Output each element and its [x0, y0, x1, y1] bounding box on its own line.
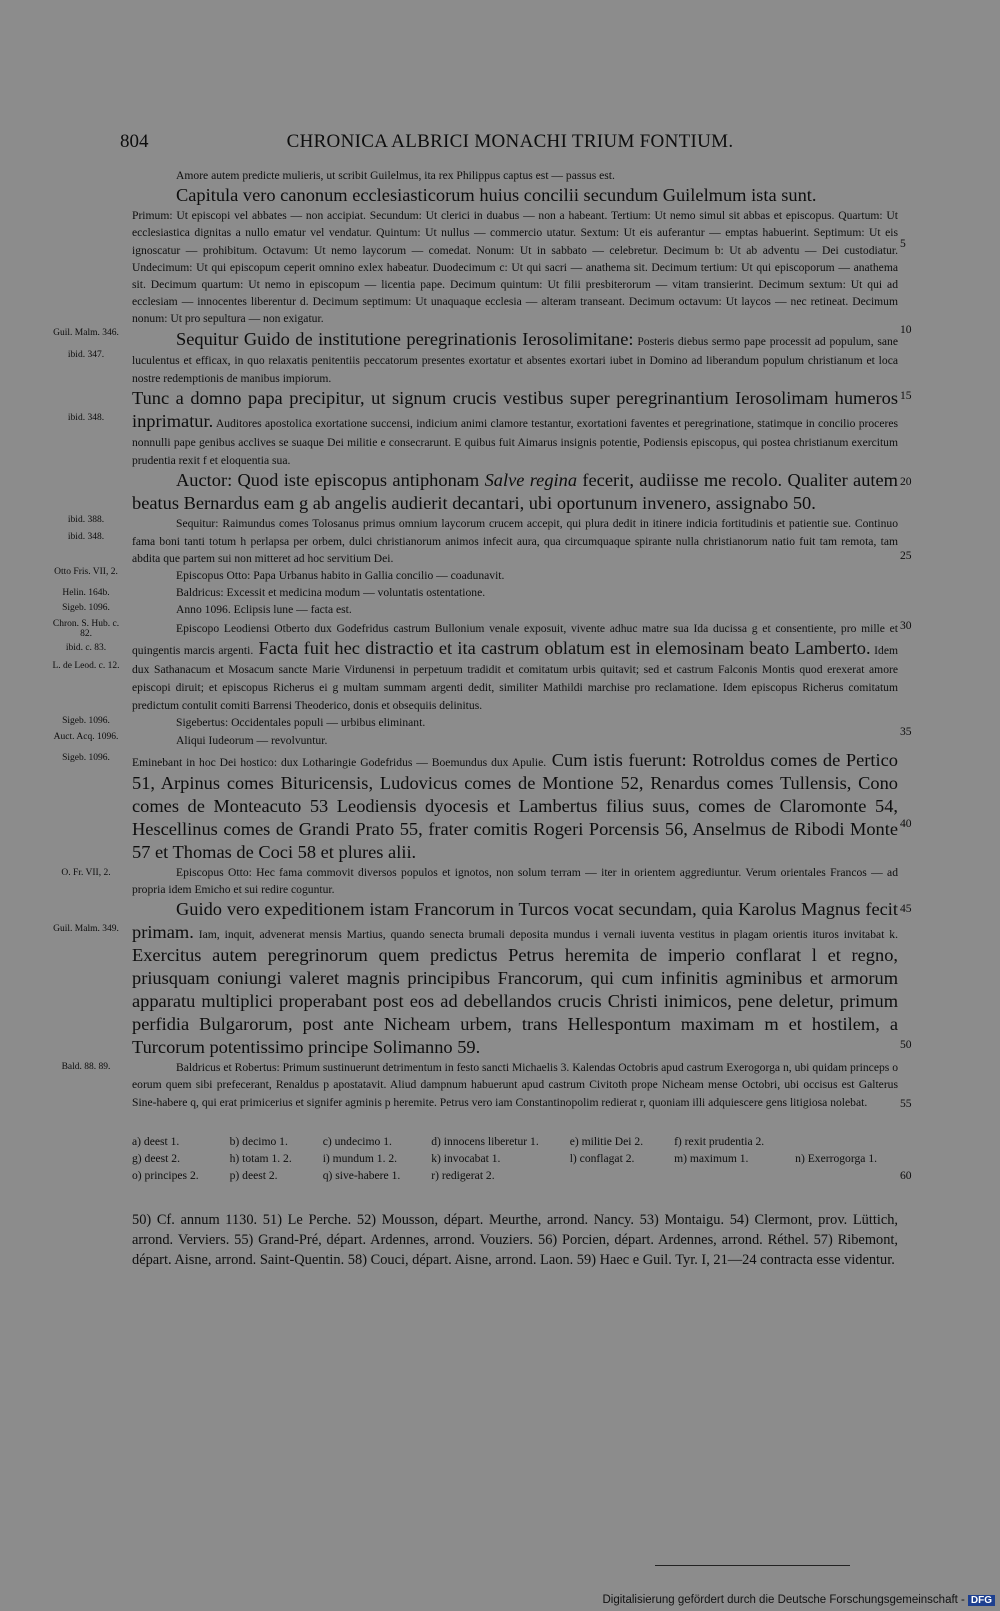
- paragraph: Baldricus: Excessit et medicina modum — voluntatis ostentatione.: [176, 586, 486, 600]
- paragraph: [132, 469, 898, 515]
- paragraph: [132, 898, 898, 1059]
- line-number: 50: [900, 1038, 912, 1052]
- apparatus-entry: c) undecimo 1.: [322, 1134, 392, 1148]
- apparatus-entry: b) decimo 1.: [229, 1134, 288, 1148]
- dfg-logo: DFG: [968, 1595, 995, 1606]
- margin-note: ibid. 348.: [67, 532, 105, 543]
- apparatus-entry: a) deest 1.: [132, 1134, 180, 1148]
- apparatus-entry: h) totam 1. 2.: [229, 1151, 292, 1165]
- line-number: 10: [900, 323, 912, 337]
- line-number: 60: [900, 1168, 912, 1182]
- digitization-footer: [600, 1594, 995, 1606]
- running-title: CHRONICA ALBRICI MONACHI TRIUM FONTIUM.: [286, 131, 734, 152]
- margin-note: ibid. 348.: [67, 413, 105, 424]
- margin-note: Auct. Acq. 1096.: [53, 731, 119, 742]
- text-span: Auditores apostolica exortatione succensi, indicium animi clamore testantur, exortationi faventes et peregrinatione, statimque in concilio proceres nonnulli pape genibus acclives se suaque Dei militie e consecrarunt. E quibus fuit Aimarus insignis potentie, Podiensis episcopus, qui postea christianum exercitum prudentia rexit f et eloquentia sua.: [132, 417, 898, 468]
- apparatus-entry: k) invocabat 1.: [431, 1151, 501, 1165]
- text-span: Idem dux Sathanacum et Mosacum sancte Marie Virdunensi in perpetuum tradidit et comitatum urbis quitavit; sed et castrum Falconis Montis quod erexerat amore episcopi diruit; et episcopus Richerus ei g multam summam argenti dedit, similiter Mathildi marchise pro reclamatione. Idem episcopus Richerus comitatum predictum contulit comiti Barrensi Theoderico, donis et obsequiis delinitus.: [132, 643, 898, 713]
- margin-note: Otto Fris. VII, 2.: [54, 567, 118, 578]
- margin-note: Sigeb. 1096.: [62, 603, 110, 614]
- paragraph: [132, 387, 898, 469]
- text-span: Salve regina: [484, 470, 578, 491]
- apparatus-entry: e) militie Dei 2.: [569, 1134, 644, 1148]
- paragraph: Baldricus et Robertus: Primum sustinuerunt detrimentum in festo sancti Michaelis 3. Kalendas Octobris apud castrum Exerogorga n, ubi quidam princeps o eorum quem sibi prefecerant, Renaldus p apostatavit. Aliud dampnum habuerunt apud castrum Civitoth prope Nicheam mense Octobri, ubi occisus est Galterus Sine-habere q, qui erat primicerius et signifer agminis p heremite. Petrus vero iam Constantinopolim redierat r, quoniam illi adquiescere gens litigiosa nolebat.: [132, 1061, 898, 1109]
- line-number: 25: [900, 549, 912, 563]
- apparatus-entry: o) principes 2.: [132, 1168, 199, 1182]
- margin-note: Guil. Malm. 349.: [53, 924, 119, 935]
- paragraph: Sequitur: Raimundus comes Tolosanus primus omnium laycorum crucem accepit, qui plura dedit in itinere indicia fortitudinis et patientie sue. Continuo fama boni tanti totum h perlapsa per orbem, dulci christianorum animos infecit aura, qua circumquaque spirante nulla christianorum natio fuit tam remota, tam abdita que partem sui non mitteret ad hoc servitium Dei.: [132, 517, 898, 565]
- line-number: 40: [900, 816, 912, 830]
- margin-note: L. de Leod. c. 12.: [52, 660, 120, 671]
- footer-text: Digitalisierung gefördert durch die Deutsche Forschungsgemeinschaft -: [602, 1594, 965, 1606]
- apparatus-entry: g) deest 2.: [132, 1151, 180, 1165]
- text-span: Iam, inquit, advenerat mensis Martius, quando senecta brumali deposita mundus i vernali iuventa vestitus in plagam orientis ituros invitabat k.: [193, 928, 898, 942]
- text-span: Eminebant in hoc Dei hostico: dux Lotharingie Godefridus — Boemundus dux Apulie.: [132, 755, 547, 769]
- margin-note: Helin. 164b.: [62, 588, 110, 599]
- margin-note: Chron. S. Hub. c. 82.: [52, 618, 120, 639]
- margin-note: Guil. Malm. 346.: [53, 327, 119, 338]
- paragraph: Amore autem predicte mulieris, ut scribit Guilelmus, ita rex Philippus captus est — passus est.: [176, 169, 615, 182]
- apparatus-entry: l) conflagat 2.: [569, 1151, 635, 1165]
- paragraph: Capitula vero canonum ecclesiasticorum huius concilii secundum Guilelmum ista sunt.: [176, 185, 817, 206]
- line-number: 5: [900, 237, 906, 251]
- paragraph: Aliqui Iudeorum — revolvuntur.: [176, 733, 328, 747]
- apparatus-entry: [674, 1167, 785, 1184]
- text-span: Posteris diebus sermo pape processit ad populum, sane luculentus et efficax, in quo relaxatis penitentiis peccatorum presentes exortatur et absentes exortari iubet in Domino ad liberandum populum christianum et loca nostre redemptionis de manibus impiorum.: [132, 334, 898, 385]
- margin-note: Bald. 88. 89.: [61, 1062, 111, 1073]
- line-number: 30: [900, 618, 912, 632]
- apparatus-entry: n) Exerrogorga 1.: [795, 1151, 878, 1165]
- margin-note: Sigeb. 1096.: [62, 716, 110, 727]
- text-span: Auctor: Quod iste episcopus antiphonam: [176, 470, 485, 491]
- margin-note: O. Fr. VII, 2.: [61, 867, 111, 878]
- page-header: [120, 131, 900, 153]
- paragraph: Sigebertus: Occidentales populi — urbibus eliminant.: [176, 716, 426, 730]
- line-number: 20: [900, 475, 912, 489]
- text-span: Guido vero expeditionem istam Francorum in Turcos vocat secundam, quia Karolus Magnus fecit primam.: [132, 899, 898, 943]
- margin-note: Sigeb. 1096.: [62, 752, 110, 763]
- text-span: Facta fuit hec distractio et ita castrum oblatum est in elemosinam beato Lamberto.: [253, 637, 871, 658]
- line-number: 45: [900, 902, 912, 916]
- apparatus-entry: d) innocens liberetur 1.: [431, 1134, 539, 1148]
- paragraph: Episcopus Otto: Hec fama commovit diversos populos et ignotos, non solum terram — iter in orientem aggrediuntur. Verum orientales Francos — ad propria idem Emicho et sui redire coguntur.: [132, 865, 898, 897]
- margin-note: ibid. c. 83.: [65, 642, 107, 653]
- apparatus-entry: p) deest 2.: [229, 1168, 278, 1182]
- apparatus-entry: m) maximum 1.: [674, 1151, 749, 1165]
- critical-apparatus: [132, 1133, 898, 1184]
- apparatus-entry: [795, 1167, 898, 1184]
- text-span: Exercitus autem peregrinorum quem predictus Petrus heremita de imperio conflarat l et regno, priusquam coniungi valeret magnis principibus Francorum, qui cum infinitis agminibus et armorum apparatu multiplici properabant post eos ad debellandos crucis Christi inimicos, pene deletur, primum perfidia Bulgarorum, post ante Nicheam urbem, trans Hellespontum maximam m et hostilem, a Turcorum potentissimo principe Solimanno 59.: [132, 945, 898, 1058]
- main-text: [52, 167, 912, 1270]
- line-number: 55: [900, 1097, 912, 1111]
- text-span: fecerit, audiisse me recolo. Qualiter autem beatus Bernardus eam g ab angelis audierit decantari, ubi oportunum invenero, assignabo 50.: [132, 470, 898, 514]
- paragraph: Anno 1096. Eclipsis lune — facta est.: [176, 603, 352, 617]
- apparatus-entry: f) rexit prudentia 2.: [674, 1134, 765, 1148]
- apparatus-entry: [570, 1167, 664, 1184]
- paragraph: [132, 619, 898, 715]
- footnotes: 50) Cf. annum 1130. 51) Le Perche. 52) Mousson, départ. Meurthe, arrond. Nancy. 53) Montaigu. 54) Clermont, prov. Lüttich, arrond. Verviers. 55) Grand-Pré, départ. Ardennes, arrond. Vouziers. 56) Porcien, départ. Ardennes, arrond. Réthel. 57) Ribemont, départ. Aisne, arrond. Saint-Quentin. 58) Couci, départ. Aisne, arrond. Laon. 59) Haec e Guil. Tyr. I, 21—24 contracta esse videntur.: [132, 1211, 898, 1268]
- page-number: 804: [120, 131, 149, 152]
- apparatus-entry: [795, 1133, 898, 1150]
- paragraph: [132, 328, 898, 387]
- apparatus-entry: q) sive-habere 1.: [322, 1168, 401, 1182]
- text-span: Sequitur Guido de institutione peregrinationis Ierosolimitane:: [176, 328, 634, 349]
- text-span: Episcopo Leodiensi Otberto dux Godefridus castrum Bullonium venale exposuit, vivente adhuc matre sua Ida ducissa g et consentiente, pro mille et quingentis marcis argenti.: [132, 621, 898, 657]
- apparatus-entry: i) mundum 1. 2.: [322, 1151, 398, 1165]
- paragraph: Primum: Ut episcopi vel abbates — non accipiat. Secundum: Ut clerici in duabus — non a habeant. Tertium: Ut nemo simul sit abbas et episcopus. Quartum: Ut ecclesiastica dignitas a nullo ematur vel vendatur. Quintum: Ut nullus — commercio utatur. Sextum: Ut eis auferantur — emptas habuerint. Septimum: Ut eis ignoscatur — prohibitum. Octavum: Ut nemo laycorum — comedat. Nonum: Ut in sabbato — celebretur. Decimum b: Ut ab adventu — Dei custodiatur. Undecimum: Ut qui episcopum ceperit omnino exlex habeatur. Duodecimum c: Ut qui sacri — anathema sit. Decimum tertium: Ut qui episcoporum — anathema sit. Decimum quartum: Ut nemo in episcopum — licentia pape. Decimum quintum: Ut filii presbiterorum — vitam transierint. Decimum sextum: Ut qui ad ecclesiam — innocentes liberentur d. Decimum septimum: Ut unaquaque ecclesia — alteram transeant. Decimum octavum: Ut laycos — nec retineat. Decimum nonum: Ut pro sepultura — non exigatur.: [132, 209, 898, 326]
- line-number: 15: [900, 389, 912, 403]
- paragraph: [132, 749, 898, 864]
- text-span: Tunc a domno papa precipitur, ut signum crucis vestibus super peregrinantium Ierosolimam humeros inprimatur.: [132, 388, 898, 432]
- margin-note: ibid. 388.: [67, 515, 105, 526]
- paragraph: Episcopus Otto: Papa Urbanus habito in Gallia concilio — coadunavit.: [176, 569, 505, 583]
- apparatus-entry: r) redigerat 2.: [431, 1168, 495, 1182]
- line-number: 35: [900, 724, 912, 738]
- margin-note: ibid. 347.: [67, 349, 105, 360]
- footer-rule: [655, 1565, 850, 1566]
- text-span: Cum istis fuerunt: Rotroldus comes de Pertico 51, Arpinus comes Bituricensis, Ludovicus comes de Montione 52, Renardus comes Tullensis, Cono comes de Monteacuto 53 Leodiensis dyocesis et Lambertus filius suus, comes de Claromonte 54, Hescellinus comes de Grandi Prato 55, frater comitis Rogeri Porcensis 56, Anselmus de Ribodi Monte 57 et Thomas de Coci 58 et plures alii.: [132, 749, 898, 862]
